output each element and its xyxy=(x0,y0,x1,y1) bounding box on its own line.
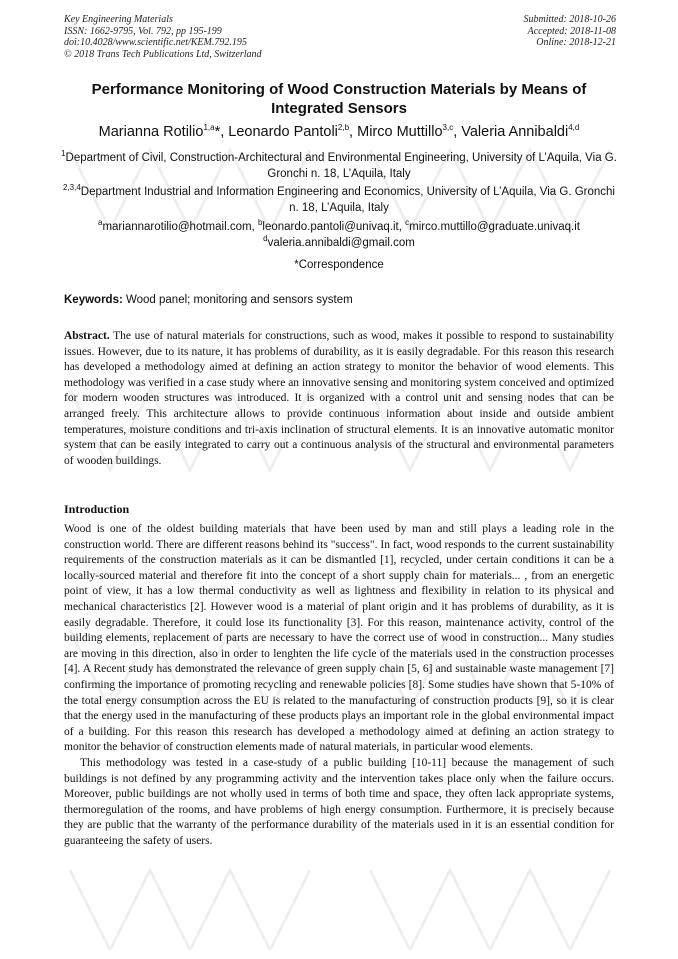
author-list xyxy=(40,123,638,141)
keywords xyxy=(64,293,614,308)
affiliation-1 xyxy=(60,151,618,182)
corresponding-mark: *, xyxy=(214,124,225,140)
email-mark: b xyxy=(257,218,263,228)
journal-info xyxy=(64,14,262,60)
submitted-date: Submitted: 2018-10-26 xyxy=(523,14,616,25)
author-email[interactable]: mariannarotilio@hotmail.com, xyxy=(102,221,258,233)
author-name: Leonardo Pantoli xyxy=(228,124,338,140)
author-separator: , xyxy=(349,124,358,140)
paper-title: Performance Monitoring of Wood Construction Materials by Means of Integrated Sensors xyxy=(91,81,587,117)
journal-issn: ISSN: 1662-9795, Vol. 792, pp 195-199 xyxy=(64,25,222,37)
affiliation-text: Department of Civil, Construction-Architectural and Environmental Engineering, University of L’Aquila, Via G. Gronchi n. 18, L’Aquila, Italy xyxy=(65,152,617,180)
keywords-text: Wood panel; monitoring and sensors system xyxy=(122,294,353,306)
author-affiliation-mark: 2,b xyxy=(337,123,350,133)
email-mark: d xyxy=(263,233,268,243)
online-date: Online: 2018-12-21 xyxy=(536,37,616,49)
abstract-text: The use of natural materials for constructions, such as wood, makes it possible to respond to sustainability issues. However, due to its nature, it has problems of durability, as it is easily degradable. For this reason this research has developed a methodology aimed at defining an action strategy to monitor the behavior of wood elements. This methodology was verified in a case study where an innovative sensing and monitoring system conceived and optimized for modern wooden structures was introduced. It is organized with a control unit and sensing nodes that can be arranged freely. This architecture allows to provide continuous information about inside and outside ambient temperatures, moisture conditions and tri-axis inclination of structural elements. It is an innovative automatic monitor system that can be easily integrated to carry out a continuous analysis of the structural and environmental parameters of wooden buildings. xyxy=(64,330,614,467)
journal-name: Key Engineering Materials xyxy=(64,14,173,25)
author-separator: , xyxy=(453,124,462,140)
keywords-label: Keywords: xyxy=(64,294,123,306)
journal-doi[interactable]: doi:10.4028/www.scientific.net/KEM.792.195 xyxy=(64,37,247,49)
author-email[interactable]: leonardo.pantoli@univaq.it, xyxy=(262,221,406,233)
email-mark: a xyxy=(98,218,103,228)
author-name: Valeria Annibaldi xyxy=(461,124,569,140)
affiliation-mark: 2,3,4 xyxy=(63,183,81,193)
correspondence-note: *Correspondence xyxy=(294,259,384,271)
introduction-body xyxy=(64,522,614,849)
paragraph: Wood is one of the oldest building materials that have been used by man and still plays a leading role in the construction world. There are different reasons behind its "success". In fact, wood responds to the current sustainability requirements of the construction materials as it can be dismantled [1], recycled, under certain conditions it can be a locally-sourced material and therefore fit into the concept of a short supply chain for materials... , from an energetic point of view, it has a low thermal conductivity as well as lightness and flexibility in relation to its physical and mechanical characteristics [2]. However wood is a material of plant origin and it has problems of durability, as it is easily degradable. Therefore, it could lose its functionality [3]. For this reason, maintenance activity, control of the building elements, replacement of parts are necessary to have the correct use of wood in construction... Many studies are moving in this direction, also in order to lenghten the life cycle of the materials used in the construction processes [4]. A Recent study has demonstrated the relevance of green supply chain [5, 6] and sustainable waste management [7] confirming the importance of promoting recycling and renewable policies [8]. Some studies have shown that 5-10% of the total energy consumption across the EU is related to the manufacturing of construction products [9], so it is clear that the energy used in the manufacturing of these products plays an important role in the global environmental impact of a building. For this reason this research has developed a methodology aimed at defining an action strategy to monitor the behavior of construction elements made of natural materials, in particular wood elements. xyxy=(64,523,614,754)
author-affiliation-mark: 3,c xyxy=(442,123,454,133)
email-mark: c xyxy=(405,218,410,228)
affiliation-text: Department Industrial and Information Engineering and Economics, University of L’Aquila, Via G. Gronchi n. 18, L’Aquila, Italy xyxy=(80,186,615,214)
email-list xyxy=(60,220,618,251)
journal-copyright: © 2018 Trans Tech Publications Ltd, Switzerland xyxy=(64,48,262,60)
abstract xyxy=(64,329,614,469)
author-affiliation-mark: 4,d xyxy=(568,123,580,133)
author-email[interactable]: mirco.muttillo@graduate.univaq.it xyxy=(409,221,580,233)
author-name: Mirco Muttillo xyxy=(357,124,443,140)
introduction-heading: Introduction xyxy=(64,502,130,516)
author-name: Marianna Rotilio xyxy=(98,124,204,140)
affiliation-2 xyxy=(60,185,618,216)
author-email[interactable]: valeria.annibaldi@gmail.com xyxy=(267,236,415,249)
publication-dates xyxy=(524,14,617,49)
accepted-date: Accepted: 2018-11-08 xyxy=(527,25,616,37)
author-affiliation-mark: 1,a xyxy=(203,123,215,133)
affiliation-mark: 1 xyxy=(61,149,66,159)
paragraph: This methodology was tested in a case-study of a public building [10-11] because the management of such buildings is not defined by any programming activity and the intervention takes place only when the failure occurs. Moreover, public buildings are not wholly used in terms of both time and space, they often lack appropriate systems, thermoregulation of the rooms, and have problems of high energy consumption. Furthermore, it is precisely because they are public that the warranty of the performance durability of the materials used in it is an essential condition for guaranteeing the safety of users. xyxy=(64,756,614,847)
abstract-label: Abstract. xyxy=(64,330,110,342)
